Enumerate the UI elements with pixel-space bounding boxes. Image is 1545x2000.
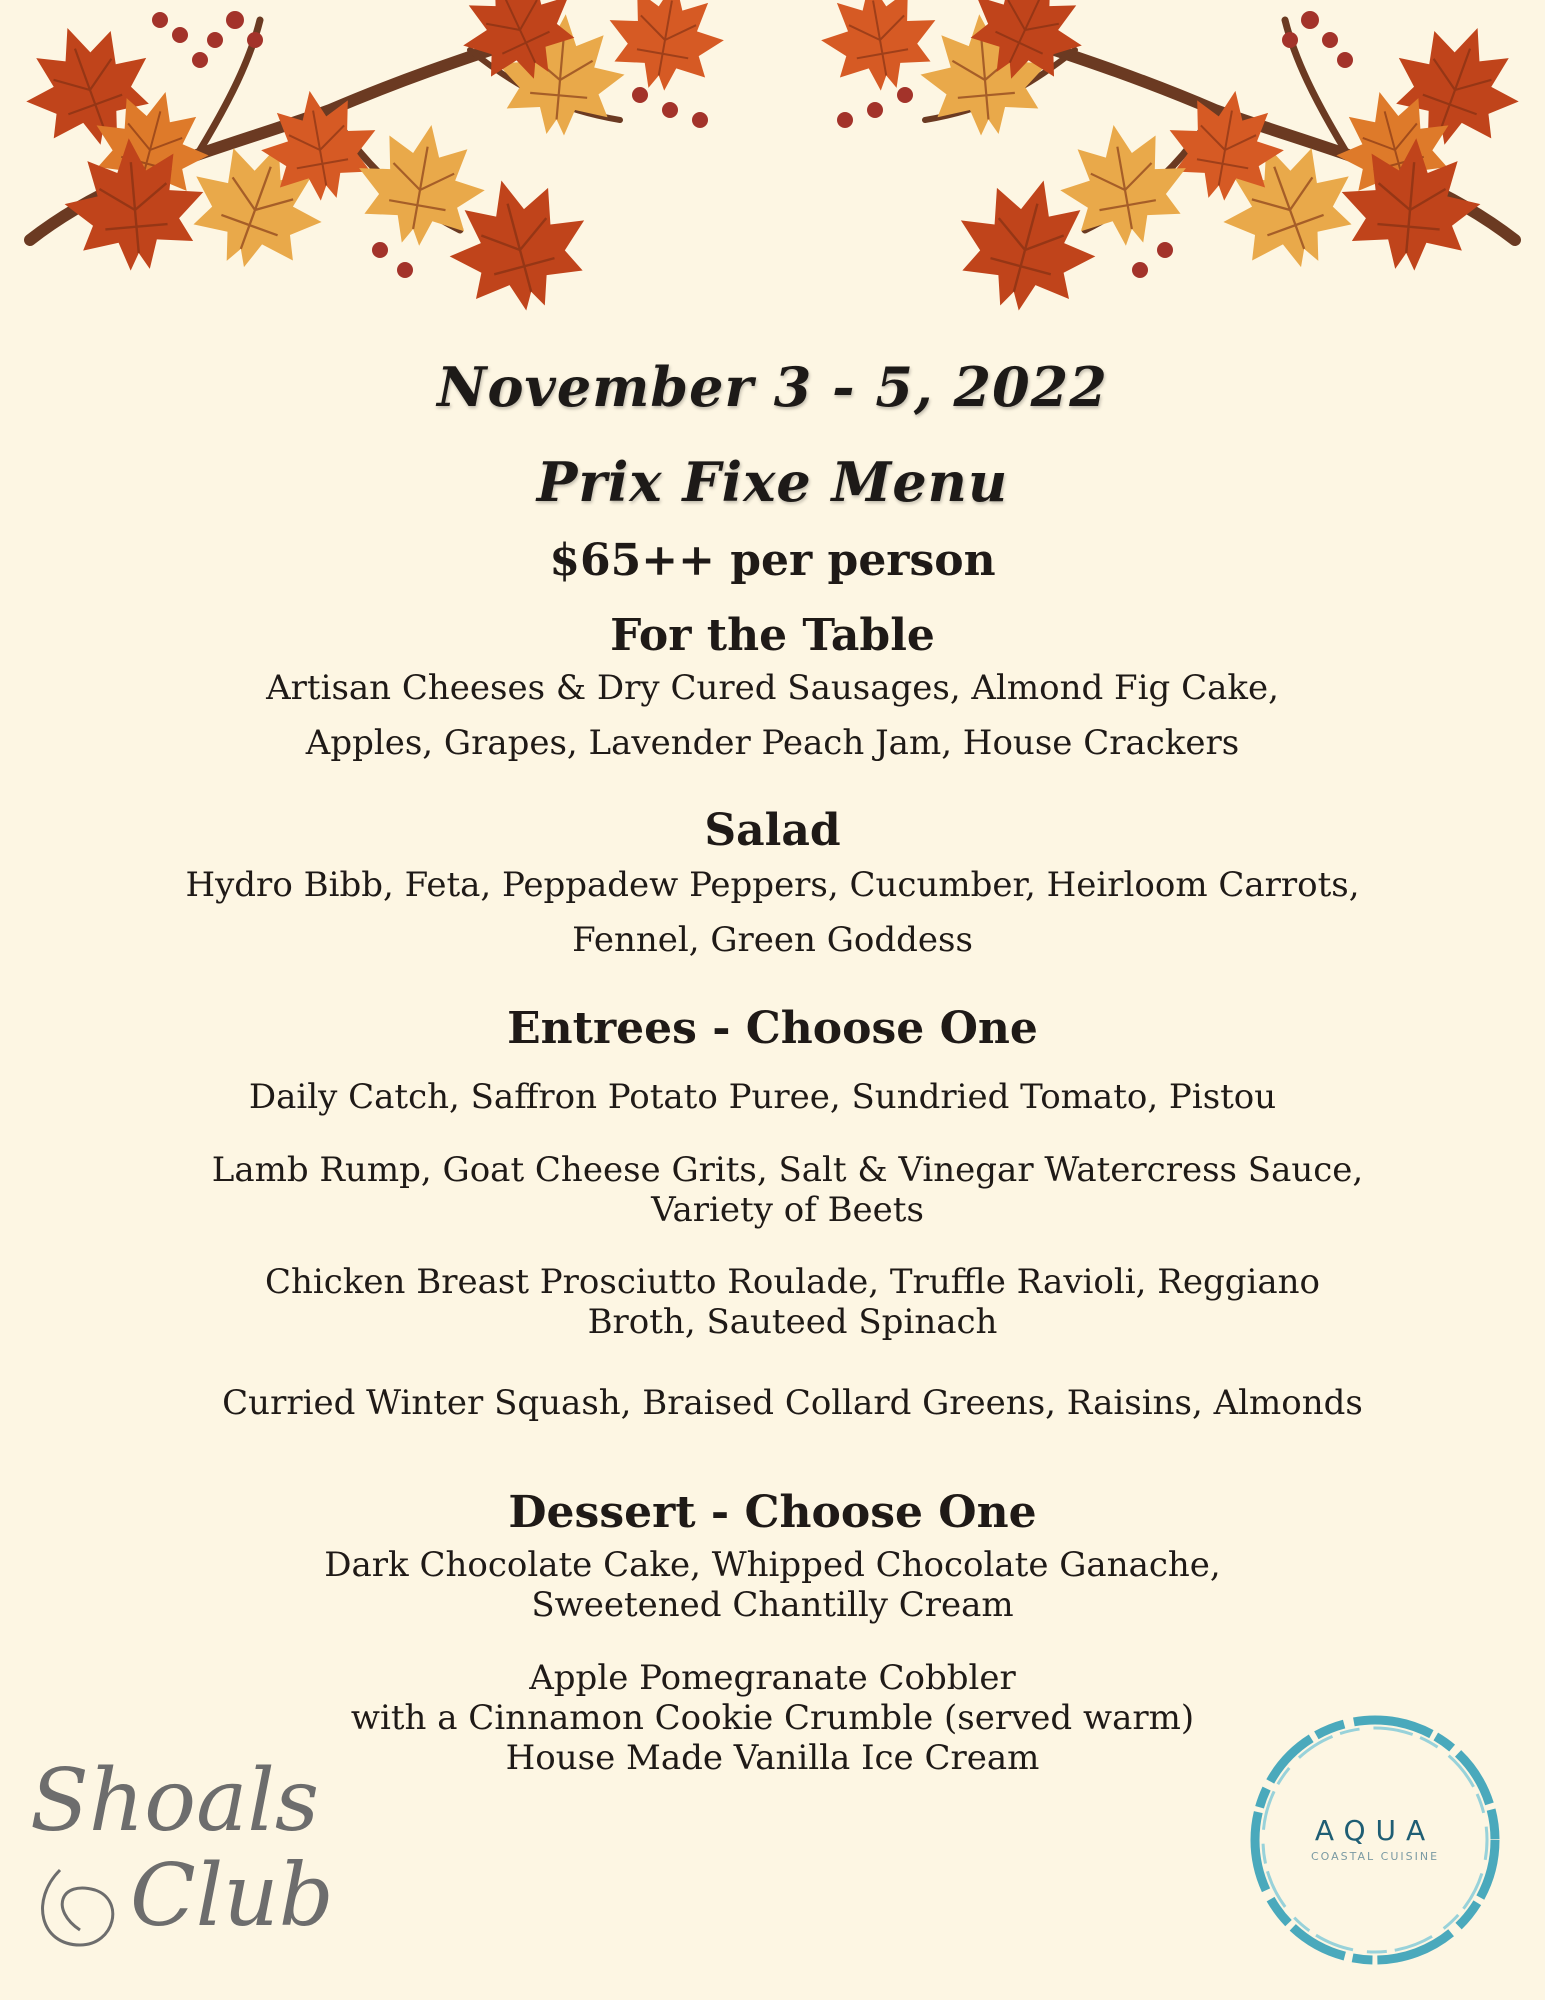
aqua-logo-name: AQUA [1314,1814,1436,1847]
table-line-1: Artisan Cheeses & Dry Cured Sausages, Almond Fig Cake, [266,668,1279,708]
event-date: November 3 - 5, 2022 [437,355,1108,419]
left-branch-cluster [7,0,732,326]
dessert-item: Apple Pomegranate Cobbler [529,1658,1016,1698]
entree-item: Curried Winter Squash, Braised Collard Greens, Raisins, Almonds [222,1383,1363,1423]
aqua-logo-tagline: COASTAL CUISINE [1310,1850,1440,1863]
right-branch-cluster [812,0,1537,326]
entree-item-cont: Broth, Sauteed Spinach [587,1302,998,1342]
table-line-2: Apples, Grapes, Lavender Peach Jam, House Crackers [305,723,1240,763]
entree-item: Daily Catch, Saffron Potato Puree, Sundried Tomato, Pistou [248,1077,1277,1117]
autumn-leaves-garland [0,0,1545,360]
menu-title: Prix Fixe Menu [536,450,1009,514]
club-logo-text: Club [130,1846,334,1946]
entree-item-cont: Variety of Beets [651,1190,924,1230]
dessert-item: Dark Chocolate Cake, Whipped Chocolate Ganache, [324,1545,1221,1585]
shoals-club-logo [20,1740,350,1980]
section-title-salad: Salad [704,805,841,856]
dessert-item-cont: House Made Vanilla Ice Cream [505,1738,1040,1778]
section-title-entrees: Entrees - Choose One [507,1003,1038,1054]
entree-item: Lamb Rump, Goat Cheese Grits, Salt & Vinegar Watercress Sauce, [211,1150,1364,1190]
dessert-item-cont: Sweetened Chantilly Cream [531,1585,1014,1625]
aqua-coastal-cuisine-logo [1230,1695,1520,1985]
shoals-logo-text: Shoals [30,1751,319,1851]
salad-line-2: Fennel, Green Goddess [572,920,973,960]
entree-item: Chicken Breast Prosciutto Roulade, Truffle Ravioli, Reggiano [265,1262,1320,1302]
salad-line-1: Hydro Bibb, Feta, Peppadew Peppers, Cucumber, Heirloom Carrots, [185,865,1360,905]
section-title-table: For the Table [610,610,935,661]
dessert-item-cont: with a Cinnamon Cookie Crumble (served warm) [350,1698,1195,1738]
price-per-person: $65++ per person [549,535,996,586]
section-title-dessert: Dessert - Choose One [508,1487,1037,1538]
